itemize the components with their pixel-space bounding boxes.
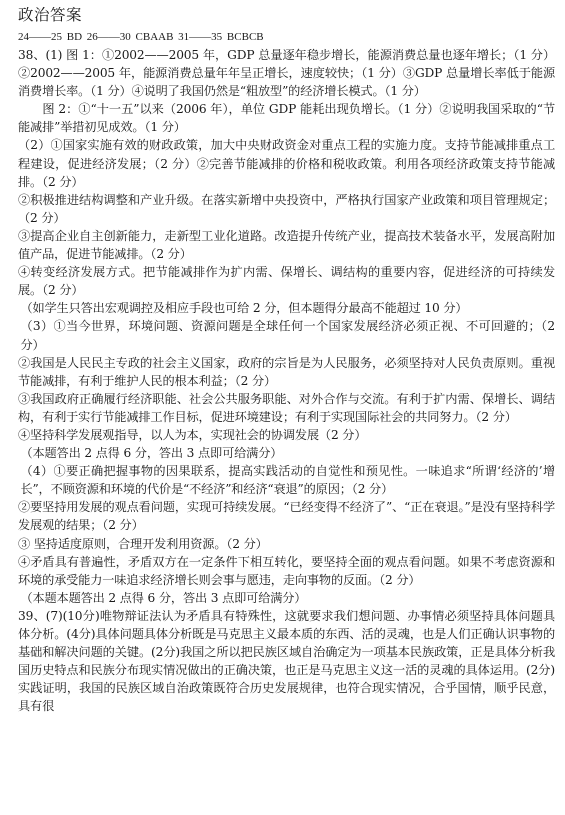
q38-part3-point1: （3）①当今世界，环境问题、资源问题是全球任何一个国家发展经济必须正视、不可回避的；（2 分）: [20, 319, 555, 352]
q38-part2-point3: ③提高企业自主创新能力，走新型工业化道路。改造提升传统产业，提高技术装备水平，发展高附加值产品，促进节能减排。（2 分）: [18, 228, 555, 262]
q38-part2-point2: ②积极推进结构调整和产业升级。在落实新增中央投资中，严格执行国家产业政策和项目管理规定；（2 分）: [18, 192, 555, 225]
q38-part3-point2: ②我国是人民民主专政的社会主义国家，政府的宗旨是为人民服务，必须坚持对人民负责原则。重视节能减排，有利于维护人民的根本利益；（2 分）: [18, 355, 555, 388]
q39-answer: 39、(7)(10分)唯物辩证法认为矛盾具有特殊性，这就要求我们想问题、办事情必须坚持具体问题具体分析。(4分)具体问题具体分析既是马克思主义最本质的东西、活的灵魂，也是人们正确认识事物的基础和解决问题的关键。(2分)我国之所以把民族区域自治确定为一项基本民族政策，正是具体分析我国历史特点和民族分布现实情况做出的正确决策，也正是马克思主义这一活的灵魂的具体运用。(2分)实践证明，我国的民族区域自治政策既符合历史发展规律，也符合现实情况，合乎国情，顺乎民意，具有很: [18, 608, 555, 714]
q38-part2-point1: （2）①国家实施有效的财政政策，加大中央财政资金对重点工程的实施力度。支持节能减排重点工程建设，促进经济发展；（2 分）②完善节能减排的价格和税收政策。利用各项经济政策支持节能减排。（2 分）: [18, 138, 555, 189]
q38-part4-note: （本题本题答出 2 点得 6 分，答出 3 点即可给满分）: [20, 590, 307, 605]
page-title: 政治答案: [18, 6, 83, 24]
q38-part3-point3: ③我国政府正确履行经济职能、社会公共服务职能、对外合作与交流。有利于扩内需、保增长、调结构，有利于实行节能减排工作目标，促进环境建设；有利于实现国际社会的共同努力。（2 分）: [18, 391, 555, 424]
q38-part3-note: （本题答出 2 点得 6 分，答出 3 点即可给满分）: [20, 446, 283, 461]
q38-part1-figure1: 38、(1) 图 1：①2002——2005 年，GDP 总量逐年稳步增长，能源消费总量也逐年增长；（1 分）②2002——2005 年，能源消费总量年年呈正增长，速度较快；（1 分）③GDP 总量增长率低于能源消费增长率。（1 分）④说明了我国仍然是“粗放型”的经济增长模式。（1 分）: [18, 48, 555, 99]
q38-part2-note: （如学生只答出宏观调控及相应手段也可给 2 分，但本题得分最高不能超过 10 分）: [20, 301, 468, 316]
q38-part4-point4: ④矛盾具有普遍性，矛盾双方在一定条件下相互转化，要坚持全面的观点看问题。如果不考虑资源和环境的承受能力一味追求经济增长则会事与愿违，走向事物的反面。（2 分）: [18, 554, 555, 587]
multiple-choice-answers: 24——25 BD 26——30 CBAAB 31——35 BCBCB: [18, 31, 264, 43]
q38-part4-point3: ③ 坚持适度原则，合理开发利用资源。（2 分）: [18, 536, 268, 551]
q38-part1-figure2: 图 2：①“十一五”以来（2006 年），单位 GDP 能耗出现负增长。（1 分）②说明我国采取的“节能减排”举措初见成效。（1 分）: [18, 102, 555, 135]
q38-part4-point2: ②要坚持用发展的观点看问题，实现可持续发展。“已经变得不经济了”、“正在衰退。”是没有坚持科学发展观的结果；（2 分）: [18, 500, 555, 533]
q38-part3-point4: ④坚持科学发展观指导，以人为本，实现社会的协调发展（2 分）: [18, 427, 367, 442]
q38-part2-point4: ④转变经济发展方式。把节能减排作为扩内需、保增长、调结构的重要内容，促进经济的可持续发展。（2 分）: [18, 265, 555, 298]
q38-part4-point1: （4）①要正确把握事物的因果联系，提高实践活动的自觉性和预见性。一味追求“所谓‘经济的’增长”，不顾资源和环境的代价是“不经济”和经济“衰退”的原因；（2 分）: [20, 464, 555, 497]
